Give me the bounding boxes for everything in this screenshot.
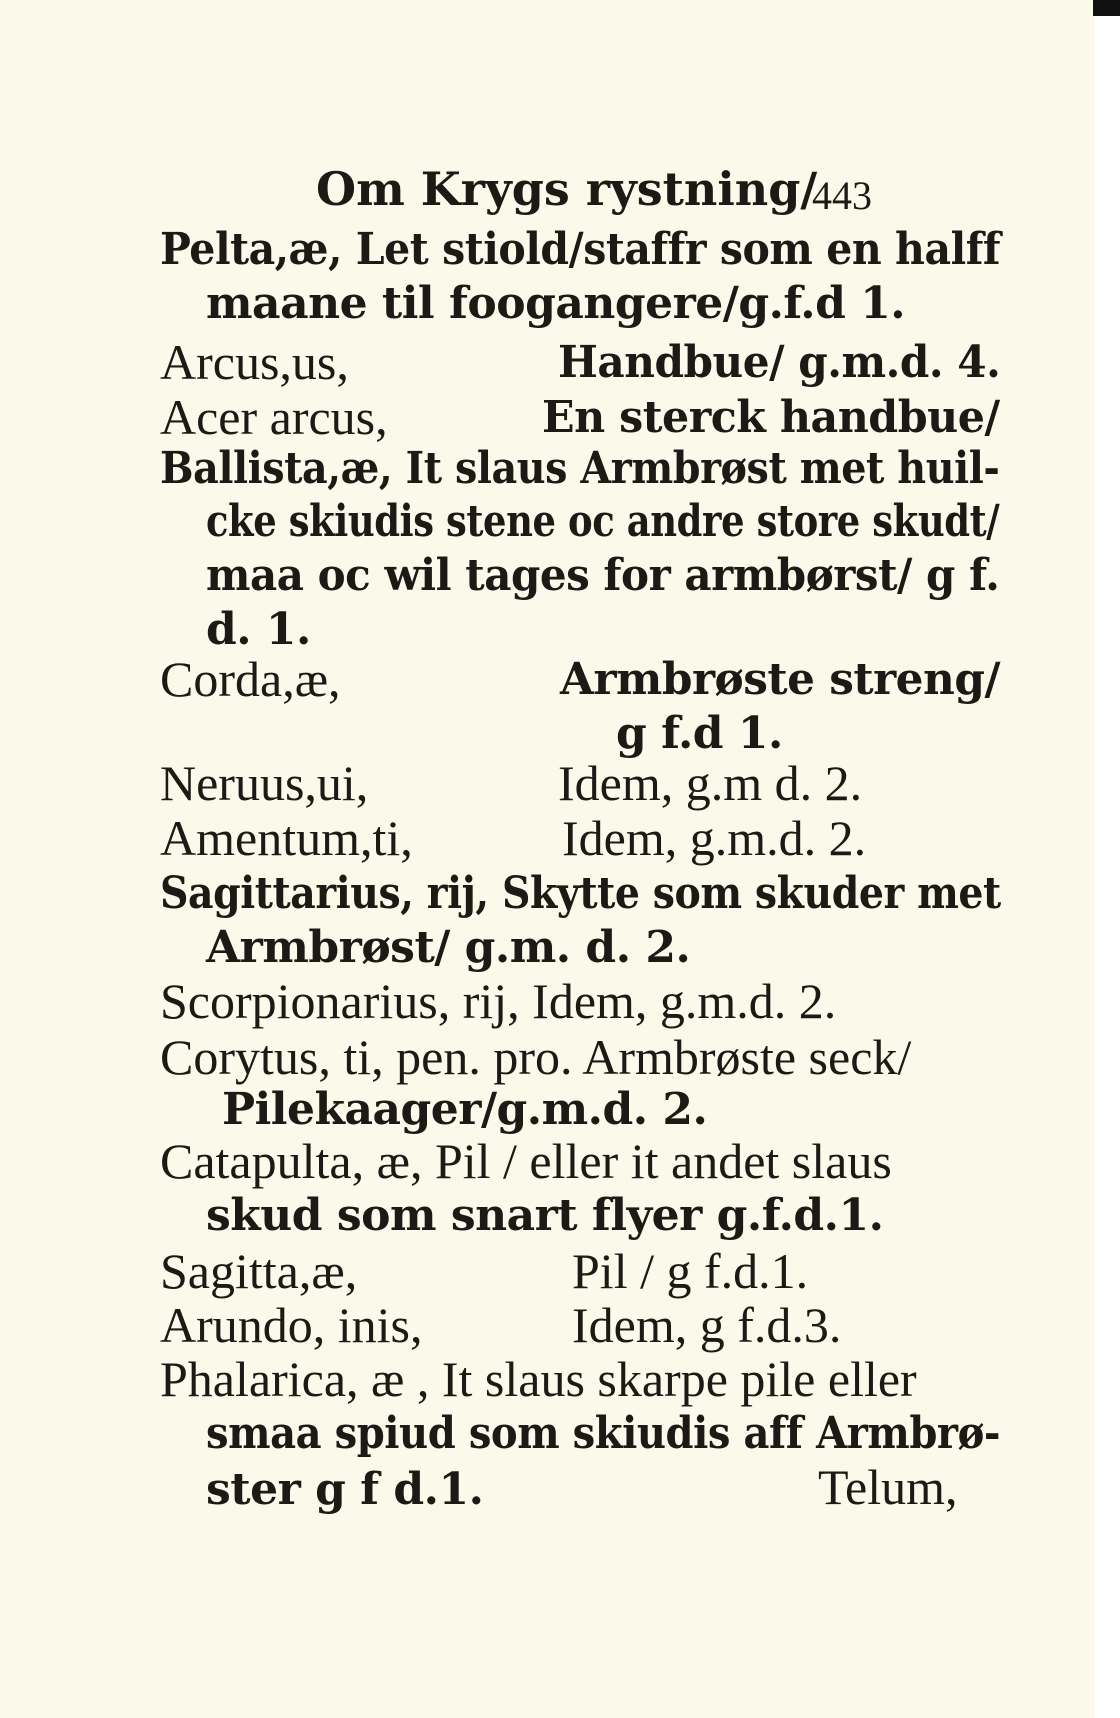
entry-line: Catapulta, æ, Pil / eller it andet slaus: [160, 1133, 892, 1189]
entry-line: maa oc wil tages for armbørst/ g f.: [206, 550, 1000, 601]
entry-definition: Pil / g f.d.1.: [572, 1243, 809, 1299]
entry-definition: Idem, g f.d.3.: [572, 1297, 842, 1353]
entry-definition: En sterck handbue/: [542, 392, 1000, 443]
entry-line: maane til foogangere/g.f.d 1.: [206, 278, 906, 329]
scan-edge: [1095, 0, 1120, 1718]
entry-line: Sagittarius, rij, Skytte som skuder met: [160, 868, 1001, 919]
entry-line: Scorpionarius, rij, Idem, g.m.d. 2.: [160, 973, 837, 1029]
entry-definition: Handbue/ g.m.d. 4.: [558, 337, 1001, 388]
entry-line: smaa spiud som skiudis aff Armbrø-: [206, 1408, 1001, 1459]
entry-line: Pilekaager/g.m.d. 2.: [222, 1084, 708, 1135]
entry-term: Amentum,ti,: [160, 810, 413, 866]
entry-line: ster g f d.1.: [206, 1464, 484, 1515]
entry-line: Phalarica, æ , It slaus skarpe pile eller: [160, 1351, 917, 1407]
entry-term: Acer arcus,: [160, 389, 388, 445]
entry-definition: Armbrøste streng/: [560, 654, 1000, 705]
entry-line: Ballista,æ, It slaus Armbrøst met huil-: [160, 443, 1000, 494]
entry-definition: Idem, g.m.d. 2.: [562, 810, 867, 866]
entry-line: skud som snart flyer g.f.d.1.: [206, 1190, 884, 1241]
entry-line: d. 1.: [206, 604, 311, 655]
entry-term: Arcus,us,: [160, 334, 349, 390]
entry-line: Corytus, ti, pen. pro. Armbrøste seck/: [160, 1029, 912, 1085]
entry-definition: g f.d 1.: [616, 708, 783, 759]
entry-term: Sagitta,æ,: [160, 1243, 358, 1299]
entry-term: Neruus,ui,: [160, 755, 369, 811]
running-header: Om Krygs rystning/: [316, 162, 818, 216]
scan-corner-mark: [1093, 0, 1120, 16]
entry-definition: Idem, g.m d. 2.: [558, 755, 863, 811]
page-number: 443: [812, 173, 872, 218]
entry-line: Armbrøst/ g.m. d. 2.: [206, 922, 691, 973]
entry-line: Pelta,æ, Let stiold/staffr som en halff: [160, 224, 1001, 275]
catchword: Telum,: [818, 1459, 958, 1515]
entry-term: Arundo, inis,: [160, 1297, 423, 1353]
entry-term: Corda,æ,: [160, 651, 341, 707]
entry-line: cke skiudis stene oc andre store skudt/: [206, 496, 1000, 547]
